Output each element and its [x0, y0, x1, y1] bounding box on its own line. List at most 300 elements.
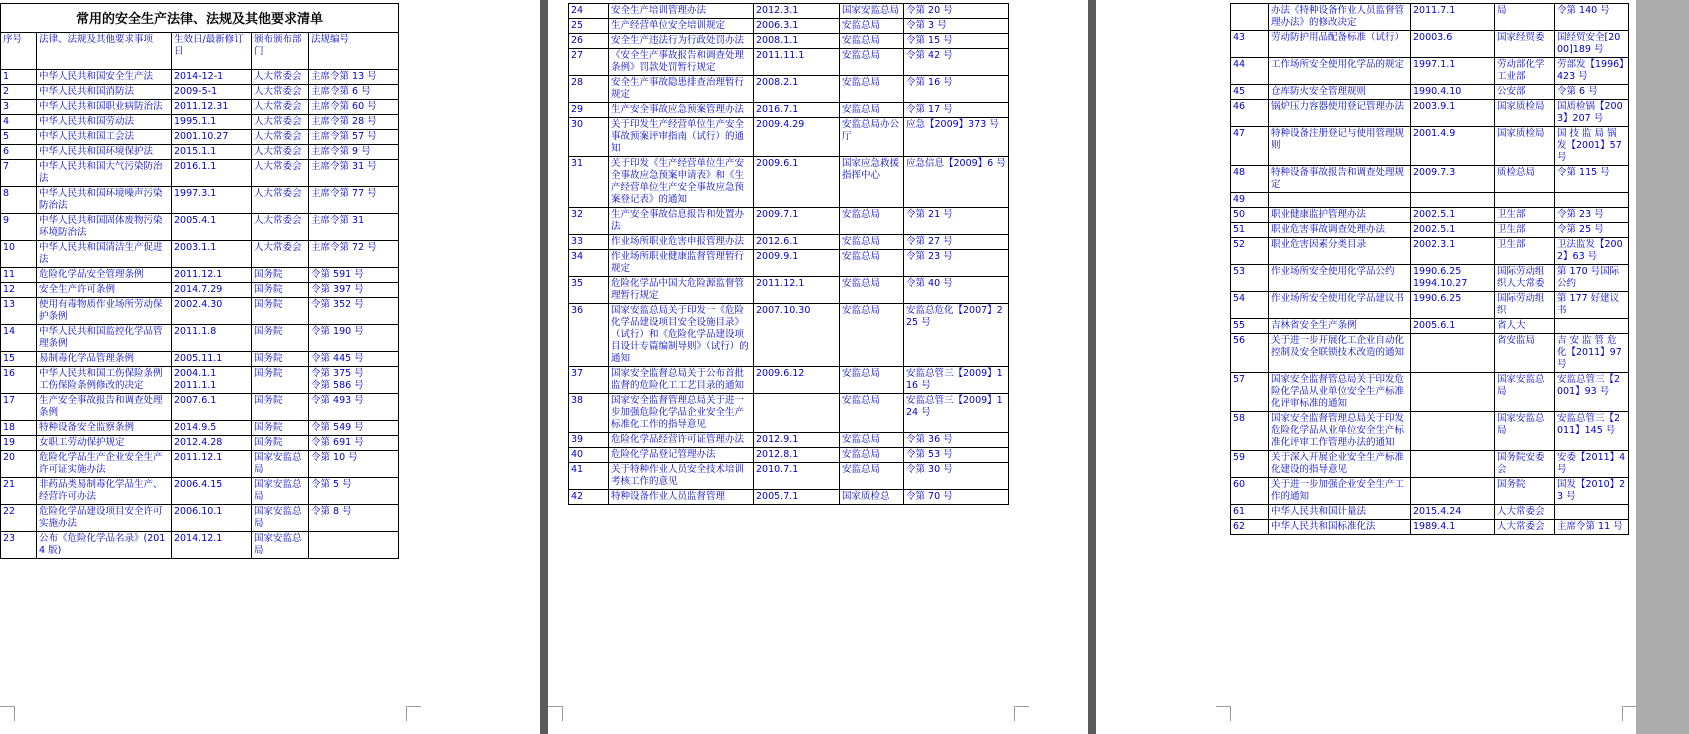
page-corner-mark: [1216, 706, 1231, 721]
cell-issuing-authority: 人大常委会: [252, 130, 309, 145]
cell-issuing-authority: 国务院: [252, 352, 309, 367]
cell-regulation-name: 劳动防护用品配备标准（试行）: [1269, 31, 1411, 58]
table-row: [1, 298, 399, 325]
cell-effective-date: 2016.1.1: [172, 160, 252, 187]
cell-regulation-name: 关于特种作业人员安全技术培训考核工作的意见: [609, 463, 754, 490]
cell-regulation-name: 中华人民共和国工会法: [37, 130, 172, 145]
cell-row-number: 54: [1231, 292, 1269, 319]
cell-regulation-code: 国发【2010】23 号: [1555, 478, 1629, 505]
cell-regulation-name: 吉林省安全生产条例: [1269, 319, 1411, 334]
regulation-table-page-1: [0, 3, 399, 559]
document-page-2: [548, 0, 1088, 734]
cell-issuing-authority: 公安部: [1495, 85, 1555, 100]
cell-regulation-code: 令第 53 号: [904, 448, 1009, 463]
cell-regulation-code: 令第 40 号: [904, 277, 1009, 304]
page-corner-mark: [406, 706, 421, 721]
cell-issuing-authority: 国家安监总局: [252, 478, 309, 505]
cell-effective-date: 1995.1.1: [172, 115, 252, 130]
table-row: [1231, 193, 1629, 208]
cell-issuing-authority: 安监总局: [840, 367, 904, 394]
table-row: [1231, 373, 1629, 412]
cell-issuing-authority: 国务院: [252, 421, 309, 436]
cell-issuing-authority: 安监总局: [840, 277, 904, 304]
table-row: [1, 115, 399, 130]
cell-regulation-code: 令第 16 号: [904, 76, 1009, 103]
cell-regulation-code: 令第 23 号: [1555, 208, 1629, 223]
table-row: [569, 103, 1009, 118]
cell-regulation-code: 吉 安 监 管 危 化【2011】97 号: [1555, 334, 1629, 373]
cell-regulation-name: 《安全生产事故报告和调查处理条例》罚款处罚暂行规定: [609, 49, 754, 76]
cell-issuing-authority: 国家质检局: [1495, 100, 1555, 127]
cell-regulation-name: 非药品类易制毒化学品生产、经营许可办法: [37, 478, 172, 505]
cell-regulation-code: 安监总管三【2009】116 号: [904, 367, 1009, 394]
cell-row-number: 48: [1231, 166, 1269, 193]
cell-regulation-name: 中华人民共和国职业病防治法: [37, 100, 172, 115]
cell-row-number: 8: [1, 187, 37, 214]
cell-row-number: 11: [1, 268, 37, 283]
cell-issuing-authority: 国务院: [252, 268, 309, 283]
table-row: [1231, 208, 1629, 223]
table-row: [1, 100, 399, 115]
cell-regulation-code: 令第 445 号: [309, 352, 399, 367]
cell-regulation-code: 令第 23 号: [904, 250, 1009, 277]
cell-row-number: 5: [1, 130, 37, 145]
cell-regulation-code: [1555, 505, 1629, 520]
cell-row-number: 46: [1231, 100, 1269, 127]
table-row: [569, 19, 1009, 34]
cell-effective-date: 2010.7.1: [754, 463, 840, 490]
cell-regulation-name: 关于深入开展企业安全生产标准化建设的指导意见: [1269, 451, 1411, 478]
cell-row-number: 15: [1, 352, 37, 367]
cell-issuing-authority: 人大常委会: [252, 70, 309, 85]
cell-issuing-authority: 人大常委会: [252, 241, 309, 268]
cell-effective-date: 2005.11.1: [172, 352, 252, 367]
cell-row-number: 26: [569, 34, 609, 49]
cell-regulation-name: 特种设备作业人员监督管理: [609, 490, 754, 505]
table-row: [569, 277, 1009, 304]
cell-effective-date: [1411, 478, 1495, 505]
cell-regulation-code: 第 177 好建议书: [1555, 292, 1629, 319]
cell-issuing-authority: 国务院: [252, 325, 309, 352]
table-row: [569, 448, 1009, 463]
cell-regulation-name: 锅炉压力容器使用登记管理办法: [1269, 100, 1411, 127]
cell-effective-date: 2015.4.24: [1411, 505, 1495, 520]
cell-effective-date: 2002.5.1: [1411, 208, 1495, 223]
table-row: [1, 283, 399, 298]
cell-regulation-code: 令第 190 号: [309, 325, 399, 352]
cell-effective-date: 2012.4.28: [172, 436, 252, 451]
table-row: [569, 208, 1009, 235]
table-row: [1231, 265, 1629, 292]
cell-row-number: 38: [569, 394, 609, 433]
cell-row-number: 24: [569, 4, 609, 19]
cell-row-number: 23: [1, 532, 37, 559]
table-row: [569, 304, 1009, 367]
cell-regulation-name: 国家安全监督总局关于公布首批监督的危险化工工艺目录的通知: [609, 367, 754, 394]
cell-regulation-code: 令第 549 号: [309, 421, 399, 436]
table-row: [1, 451, 399, 478]
table-row: [1, 421, 399, 436]
cell-row-number: 60: [1231, 478, 1269, 505]
table-row: [1, 214, 399, 241]
column-header-row-number: 序号: [1, 33, 37, 70]
cell-effective-date: 2009.6.12: [754, 367, 840, 394]
table-row: [569, 76, 1009, 103]
cell-effective-date: 2014.7.29: [172, 283, 252, 298]
cell-regulation-name: 职业危害因素分类目录: [1269, 238, 1411, 265]
cell-regulation-name: 作业场所职业危害申报管理办法: [609, 235, 754, 250]
cell-regulation-name: 国家安全监督管理总局关于印发危险化学品从业单位安全生产标准化评审工作管理办法的通知: [1269, 412, 1411, 451]
cell-effective-date: 2011.12.1: [754, 277, 840, 304]
document-page-1: [0, 0, 540, 734]
cell-issuing-authority: 国家质检总: [840, 490, 904, 505]
cell-effective-date: 1997.1.1: [1411, 58, 1495, 85]
cell-regulation-code: 令第 21 号: [904, 208, 1009, 235]
cell-effective-date: 2008.2.1: [754, 76, 840, 103]
cell-issuing-authority: 安监总局: [840, 250, 904, 277]
cell-issuing-authority: 国务院: [252, 283, 309, 298]
cell-row-number: 56: [1231, 334, 1269, 373]
page-separator: [540, 0, 548, 734]
table-row: [569, 433, 1009, 448]
cell-row-number: 49: [1231, 193, 1269, 208]
cell-issuing-authority: 国务院: [252, 436, 309, 451]
cell-row-number: 6: [1, 145, 37, 160]
table-row: [569, 394, 1009, 433]
table-row: [1, 187, 399, 214]
cell-row-number: 35: [569, 277, 609, 304]
cell-row-number: 10: [1, 241, 37, 268]
cell-regulation-name: 危险化学品建设项目安全许可实施办法: [37, 505, 172, 532]
cell-regulation-code: 第 170 号国际公约: [1555, 265, 1629, 292]
cell-regulation-code: 安监总管三【2001】93 号: [1555, 373, 1629, 412]
cell-row-number: 41: [569, 463, 609, 490]
cell-regulation-name: 安全生产违法行为行政处罚办法: [609, 34, 754, 49]
cell-issuing-authority: 国务院: [1495, 478, 1555, 505]
cell-row-number: 34: [569, 250, 609, 277]
cell-row-number: 4: [1, 115, 37, 130]
cell-effective-date: 2006.10.1: [172, 505, 252, 532]
cell-effective-date: 2011.12.31: [172, 100, 252, 115]
cell-issuing-authority: 人大常委会: [1495, 520, 1555, 535]
cell-effective-date: 1990.4.10: [1411, 85, 1495, 100]
cell-regulation-code: 令第 115 号: [1555, 166, 1629, 193]
cell-effective-date: 2003.9.1: [1411, 100, 1495, 127]
cell-regulation-name: 关于印发生产经营单位生产安全事故预案评审指南（试行）的通知: [609, 118, 754, 157]
page-corner-mark: [1622, 706, 1637, 721]
cell-regulation-name: 危险化学品安全管理条例: [37, 268, 172, 283]
cell-regulation-name: 中华人民共和国大气污染防治法: [37, 160, 172, 187]
cell-row-number: 52: [1231, 238, 1269, 265]
cell-regulation-code: 令第 70 号: [904, 490, 1009, 505]
cell-row-number: 39: [569, 433, 609, 448]
cell-regulation-name: 安全生产事故隐患排查治理暂行规定: [609, 76, 754, 103]
cell-issuing-authority: 国务院: [252, 298, 309, 325]
table-header-row: [1, 33, 399, 70]
table-row: [569, 34, 1009, 49]
cell-row-number: 25: [569, 19, 609, 34]
cell-regulation-code: 令第 15 号: [904, 34, 1009, 49]
cell-regulation-name: 国家安全监督管总局关于印发危险化学品从业单位安全生产标准化评审标准的通知: [1269, 373, 1411, 412]
cell-effective-date: [1411, 373, 1495, 412]
cell-regulation-name: 易制毒化学品管理条例: [37, 352, 172, 367]
cell-regulation-name: 安全生产培训管理办法: [609, 4, 754, 19]
cell-issuing-authority: 劳动部化学工业部: [1495, 58, 1555, 85]
cell-issuing-authority: 卫生部: [1495, 223, 1555, 238]
cell-regulation-name: 生产安全事故应急预案管理办法: [609, 103, 754, 118]
cell-regulation-name: 国家安全监督管理总局关于进一步加强危险化学品企业安全生产标准化工作的指导意见: [609, 394, 754, 433]
table-row: [1231, 520, 1629, 535]
table-row: [569, 490, 1009, 505]
cell-issuing-authority: 安监总局: [840, 103, 904, 118]
table-row: [1, 85, 399, 100]
cell-effective-date: [1411, 412, 1495, 451]
cell-regulation-code: [1555, 319, 1629, 334]
cell-row-number: 19: [1, 436, 37, 451]
cell-issuing-authority: 国务院: [252, 367, 309, 394]
column-header-regulation-code: 法规编号: [309, 33, 399, 70]
cell-issuing-authority: 国家质检局: [1495, 127, 1555, 166]
cell-row-number: 13: [1, 298, 37, 325]
cell-effective-date: 2005.4.1: [172, 214, 252, 241]
cell-regulation-name: 女职工劳动保护规定: [37, 436, 172, 451]
cell-issuing-authority: 国家安监总局: [840, 4, 904, 19]
table-row: [1, 160, 399, 187]
cell-regulation-name: 职业危害事故调查处理办法: [1269, 223, 1411, 238]
cell-issuing-authority: 安监总局: [840, 49, 904, 76]
table-row: [1, 532, 399, 559]
cell-effective-date: 2008.1.1: [754, 34, 840, 49]
table-row: [1231, 505, 1629, 520]
cell-regulation-code: 主席令第 31 号: [309, 160, 399, 187]
cell-effective-date: 1990.6.25: [1411, 292, 1495, 319]
cell-regulation-name: 生产安全事故信息报告和处置办法: [609, 208, 754, 235]
cell-regulation-code: 国经贸安全[2000]189 号: [1555, 31, 1629, 58]
cell-row-number: 14: [1, 325, 37, 352]
cell-regulation-code: 主席令第 31: [309, 214, 399, 241]
table-row: [1, 268, 399, 283]
table-row: [1, 394, 399, 421]
cell-effective-date: 2006.4.15: [172, 478, 252, 505]
cell-regulation-name: 使用有毒物质作业场所劳动保护条例: [37, 298, 172, 325]
page-separator: [1088, 0, 1096, 734]
table-row: [1, 436, 399, 451]
cell-effective-date: 2009.7.1: [754, 208, 840, 235]
cell-row-number: 2: [1, 85, 37, 100]
cell-regulation-name: 生产安全事故报告和调查处理条例: [37, 394, 172, 421]
cell-effective-date: 2009.4.29: [754, 118, 840, 157]
table-row: [1, 352, 399, 367]
cell-row-number: 3: [1, 100, 37, 115]
table-row: [1231, 100, 1629, 127]
cell-regulation-code: 主席令第 11 号: [1555, 520, 1629, 535]
cell-regulation-code: 令第 30 号: [904, 463, 1009, 490]
cell-regulation-name: 危险化学品经营许可证管理办法: [609, 433, 754, 448]
cell-row-number: 45: [1231, 85, 1269, 100]
table-row: [569, 463, 1009, 490]
cell-effective-date: [1411, 451, 1495, 478]
cell-regulation-code: 安监总管三【2011】145 号: [1555, 412, 1629, 451]
cell-effective-date: 2004.1.1 2011.1.1: [172, 367, 252, 394]
cell-row-number: 18: [1, 421, 37, 436]
cell-issuing-authority: 人大常委会: [252, 187, 309, 214]
cell-regulation-code: 令第 3 号: [904, 19, 1009, 34]
cell-regulation-code: 令第 6 号: [1555, 85, 1629, 100]
cell-row-number: 17: [1, 394, 37, 421]
cell-issuing-authority: 省人大: [1495, 319, 1555, 334]
cell-issuing-authority: 国家安监总局: [1495, 373, 1555, 412]
table-row: [1231, 292, 1629, 319]
page-2-body: [569, 4, 1009, 505]
cell-regulation-code: 主席令第 57 号: [309, 130, 399, 145]
column-header-issuing-authority: 颁布颁布部门: [252, 33, 309, 70]
cell-effective-date: 2002.4.30: [172, 298, 252, 325]
cell-effective-date: 2007.10.30: [754, 304, 840, 367]
cell-effective-date: 2006.3.1: [754, 19, 840, 34]
cell-row-number: 59: [1231, 451, 1269, 478]
cell-regulation-name: 公布《危险化学品名录》(2014 版): [37, 532, 172, 559]
table-row: [569, 118, 1009, 157]
table-row: [1231, 334, 1629, 373]
page-corner-mark: [0, 706, 15, 721]
table-row: [1231, 319, 1629, 334]
cell-effective-date: 2005.7.1: [754, 490, 840, 505]
cell-regulation-code: 令第 10 号: [309, 451, 399, 478]
table-row: [569, 235, 1009, 250]
cell-regulation-name: 中华人民共和国劳动法: [37, 115, 172, 130]
cell-regulation-name: 特种设备事故报告和调查处理规定: [1269, 166, 1411, 193]
cell-regulation-code: 应急【2009】373 号: [904, 118, 1009, 157]
table-row: [1231, 451, 1629, 478]
cell-effective-date: 20003.6: [1411, 31, 1495, 58]
cell-issuing-authority: 局: [1495, 4, 1555, 31]
table-row: [1231, 238, 1629, 265]
cell-regulation-code: 安监总管三【2009】124 号: [904, 394, 1009, 433]
cell-issuing-authority: 国家安监总局: [252, 532, 309, 559]
cell-issuing-authority: 国家安监总局: [1495, 412, 1555, 451]
cell-effective-date: 2014-12-1: [172, 70, 252, 85]
cell-effective-date: 2011.11.1: [754, 49, 840, 76]
cell-regulation-code: 应急信息【2009】6 号: [904, 157, 1009, 208]
cell-effective-date: [1411, 193, 1495, 208]
cell-regulation-name: 危险化学品中国大危险源监督管理暂行规定: [609, 277, 754, 304]
cell-issuing-authority: 安监总局: [840, 463, 904, 490]
cell-effective-date: 2002.3.1: [1411, 238, 1495, 265]
table-row: [1231, 58, 1629, 85]
cell-effective-date: 2009-5-1: [172, 85, 252, 100]
column-header-effective-date: 生效日/最新修订日: [172, 33, 252, 70]
table-row: [1231, 223, 1629, 238]
cell-row-number: 62: [1231, 520, 1269, 535]
cell-issuing-authority: [1495, 193, 1555, 208]
cell-issuing-authority: 安监总局: [840, 433, 904, 448]
cell-regulation-name: 作业场所职业健康监督管理暂行规定: [609, 250, 754, 277]
cell-issuing-authority: 人大常委会: [252, 100, 309, 115]
cell-effective-date: 2001.4.9: [1411, 127, 1495, 166]
column-header-regulation-name: 法律、法规及其他要求事项: [37, 33, 172, 70]
cell-issuing-authority: 安监总局: [840, 235, 904, 250]
cell-regulation-code: 主席令第 77 号: [309, 187, 399, 214]
cell-regulation-code: 主席令第 60 号: [309, 100, 399, 115]
cell-regulation-code: 国 技 监 局 锅 发【2001】57 号: [1555, 127, 1629, 166]
cell-issuing-authority: 安监总局: [840, 208, 904, 235]
cell-issuing-authority: 安监总局: [840, 34, 904, 49]
cell-regulation-code: 主席令第 13 号: [309, 70, 399, 85]
regulation-table-page-3: [1230, 3, 1629, 535]
cell-row-number: 58: [1231, 412, 1269, 451]
page-1-body: [1, 4, 399, 559]
cell-effective-date: [754, 394, 840, 433]
cell-effective-date: 2011.12.1: [172, 451, 252, 478]
cell-row-number: 44: [1231, 58, 1269, 85]
cell-regulation-code: [1555, 193, 1629, 208]
cell-regulation-code: 令第 397 号: [309, 283, 399, 298]
cell-regulation-name: 特种设备安全监察条例: [37, 421, 172, 436]
cell-effective-date: 2007.6.1: [172, 394, 252, 421]
cell-regulation-code: 卫法监发【2002】63 号: [1555, 238, 1629, 265]
cell-issuing-authority: 国际劳动组织: [1495, 292, 1555, 319]
cell-regulation-name: 中华人民共和国固体废物污染环境防治法: [37, 214, 172, 241]
table-row: [1, 325, 399, 352]
cell-regulation-code: [309, 532, 399, 559]
table-row: [1, 241, 399, 268]
cell-effective-date: [1411, 334, 1495, 373]
table-row: [569, 157, 1009, 208]
table-row: [569, 250, 1009, 277]
cell-issuing-authority: 人大常委会: [252, 115, 309, 130]
cell-issuing-authority: 国际劳动组织人大常委: [1495, 265, 1555, 292]
cell-row-number: 37: [569, 367, 609, 394]
table-row: [569, 367, 1009, 394]
table-row: [569, 49, 1009, 76]
cell-regulation-code: 安委【2011】4 号: [1555, 451, 1629, 478]
cell-issuing-authority: 国务院: [252, 394, 309, 421]
cell-effective-date: 2015.1.1: [172, 145, 252, 160]
cell-regulation-code: 令第 5 号: [309, 478, 399, 505]
cell-row-number: 27: [569, 49, 609, 76]
cell-regulation-name: 中华人民共和国工伤保险条例 工伤保险条例修改的决定: [37, 367, 172, 394]
cell-effective-date: 2002.5.1: [1411, 223, 1495, 238]
cell-regulation-name: 中华人民共和国监控化学品管理条例: [37, 325, 172, 352]
table-row: [1, 70, 399, 85]
cell-regulation-code: 令第 25 号: [1555, 223, 1629, 238]
page-corner-mark: [548, 706, 563, 721]
cell-row-number: 50: [1231, 208, 1269, 223]
cell-regulation-name: 中华人民共和国消防法: [37, 85, 172, 100]
cell-row-number: 61: [1231, 505, 1269, 520]
cell-effective-date: 2012.6.1: [754, 235, 840, 250]
cell-regulation-code: 令第 42 号: [904, 49, 1009, 76]
table-row: [1231, 127, 1629, 166]
cell-effective-date: 2012.3.1: [754, 4, 840, 19]
cell-effective-date: 2001.10.27: [172, 130, 252, 145]
cell-effective-date: 2011.12.1: [172, 268, 252, 283]
cell-regulation-name: 办法《特种设备作业人员监督管理办法》的修改决定: [1269, 4, 1411, 31]
cell-row-number: 43: [1231, 31, 1269, 58]
cell-row-number: 55: [1231, 319, 1269, 334]
cell-issuing-authority: 卫生部: [1495, 238, 1555, 265]
table-row: [1, 478, 399, 505]
cell-row-number: 57: [1231, 373, 1269, 412]
table-row: [569, 4, 1009, 19]
cell-issuing-authority: 人大常委会: [252, 145, 309, 160]
cell-effective-date: 1997.3.1: [172, 187, 252, 214]
cell-regulation-name: 中华人民共和国环境噪声污染防治法: [37, 187, 172, 214]
cell-regulation-code: 令第 8 号: [309, 505, 399, 532]
cell-row-number: 29: [569, 103, 609, 118]
cell-regulation-code: 令第 27 号: [904, 235, 1009, 250]
cell-regulation-name: 国家安监总局关于印发一《危险化学品建设项目安全设施目录》（试行）和《危险化学品建设项目设计专篇编制导则》（试行）的通知: [609, 304, 754, 367]
